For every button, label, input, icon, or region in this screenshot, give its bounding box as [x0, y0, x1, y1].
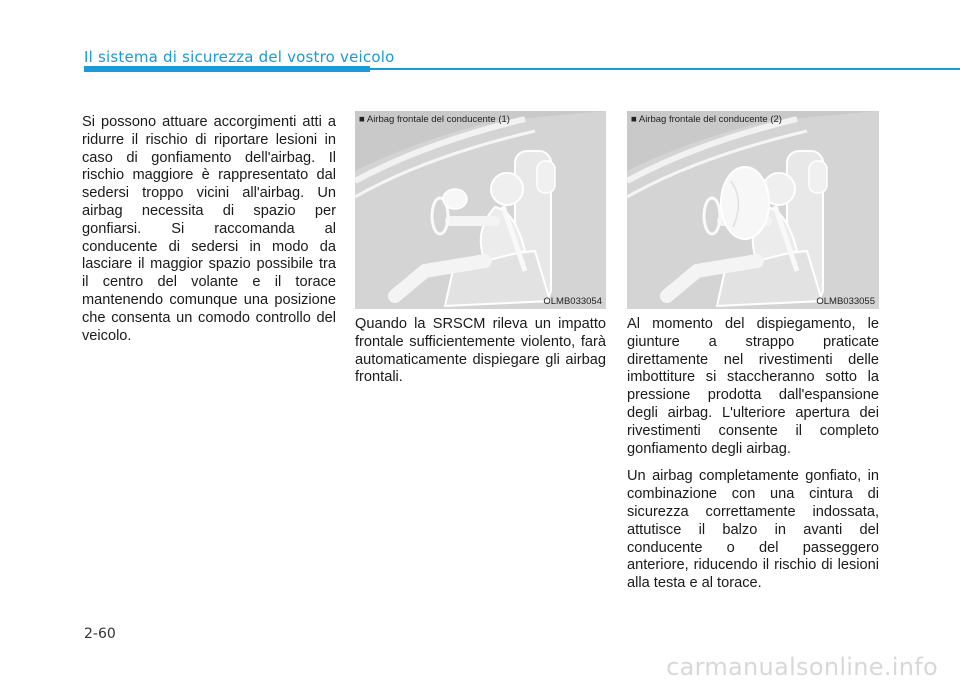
figure-driver-airbag-1	[355, 111, 606, 309]
figure-caption: ■ Airbag frontale del conducente (2)	[631, 114, 782, 125]
page-number: 2-60	[84, 626, 116, 642]
paragraph: Un airbag completamente gonfiato, in combinazione con una cintura di sicurezza correttamente indossata, attutisce il balzo in avanti del conducente o del passeggero anteriore, riducendo il rischio di lesioni alla testa e al torace.	[627, 468, 879, 592]
figure-code: OLMB033054	[543, 296, 602, 307]
figure-code: OLMB033055	[816, 296, 875, 307]
watermark: carmanualsonline.info	[666, 653, 938, 681]
driver-seated-airbag-illustration	[355, 111, 606, 309]
driver-airbag-inflated-illustration	[627, 111, 879, 309]
figure-caption: ■ Airbag frontale del conducente (1)	[359, 114, 510, 125]
header-accent-bar	[84, 66, 370, 72]
body-text-column-1: Si possono attuare accorgimenti atti a ridurre il rischio di riportare lesioni in caso di gonfiamento dell'airbag. Il rischio maggiore è rappresentato dal sedersi troppo vicini all'airbag. Un airbag necessita di spazio per gonfiarsi. Si raccomanda al conducente di sedersi in modo da lasciare il maggior spazio possibile tra il centro del volante e il torace mantenendo comunque una posizione che consenta un comodo controllo del veicolo.	[82, 114, 336, 344]
body-text-column-3	[627, 316, 879, 603]
body-text-column-2: Quando la SRSCM rileva un impatto frontale sufficientemente violento, farà automaticamente dispiegare gli airbag frontali.	[355, 316, 606, 386]
figure-driver-airbag-2	[627, 111, 879, 309]
section-title: Il sistema di sicurezza del vostro veicolo	[84, 48, 395, 66]
paragraph: Al momento del dispiegamento, le giunture a strappo praticate direttamente nel rivestimenti delle imbottiture si staccheranno sotto la pressione prodotta dall'espansione degli airbag. L'ulteriore apertura dei rivestimenti consente il completo gonfiamento degli airbag.	[627, 316, 879, 457]
